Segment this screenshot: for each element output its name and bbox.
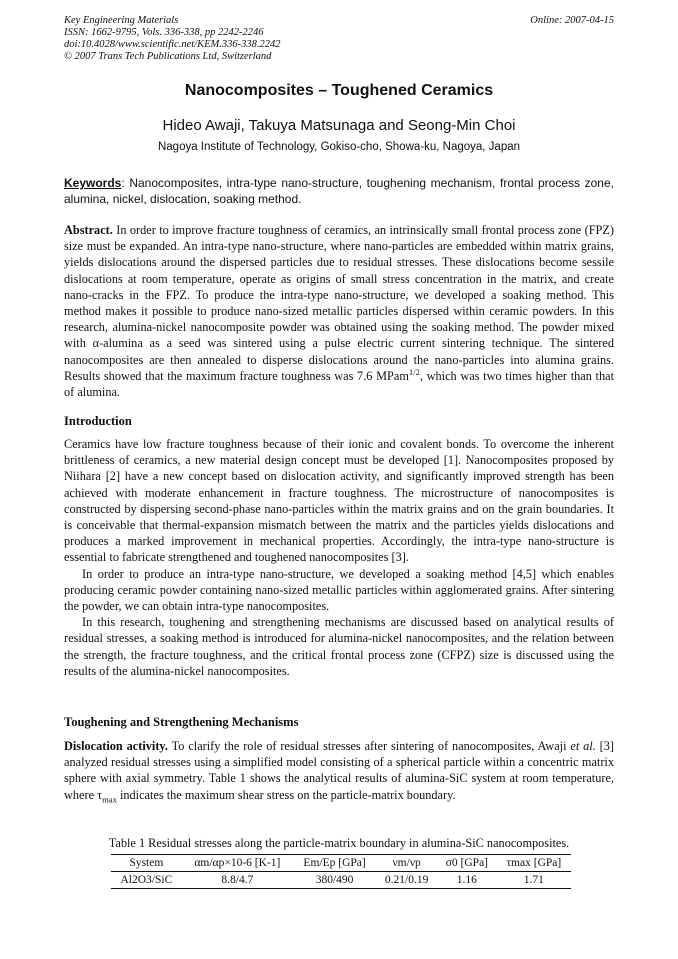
col-poisson: νm/νp bbox=[392, 857, 421, 869]
journal-name: Key Engineering Materials bbox=[64, 15, 179, 26]
abstract-text: In order to improve fracture toughness of ceramics, an intrinsically small frontal process zone (FPZ) size must be expanded. An intra-type nano-structure, where nano-particles are embedded within matrix grains, yields dislocations around the dispersed particles due to residual stresses. These dislocations become sessile dislocations at room temperature, operate as origins of small stress concentration in the matrix, and create nano-cracks in the FPZ. To produce the intra-type nano-structure, we developed a soaking method. This method makes it possible to produce nano-sized metallic particles dispersed within ceramic powders. In this research, alumina-nickel nanocomposite powder was obtained using the soaking method. The powder mixed with α-alumina as a seed was sintered using a pulse electric current sintering technique. The sintered nanocomposites are then annealed to disperse dislocations around the nano-particles into alumina grains. Results showed that the maximum fracture toughness was 7.6 MPam bbox=[64, 223, 614, 383]
journal-header bbox=[64, 15, 614, 63]
mechanisms-text-3: indicates the maximum shear stress on the particle-matrix boundary. bbox=[116, 787, 456, 802]
keywords-text: Nanocomposites, intra-type nano-structure, toughening mechanism, frontal process zone, alumina, nickel, dislocation, soaking method. bbox=[64, 176, 614, 206]
mechanisms-body bbox=[64, 738, 614, 803]
abstract-tail: , which was two times higher than that of alumina. bbox=[64, 368, 614, 400]
copyright-line: © 2007 Trans Tech Publications Ltd, Switzerland bbox=[64, 51, 272, 62]
affiliation: Nagoya Institute of Technology, Gokiso-cho, Showa-ku, Nagoya, Japan bbox=[157, 141, 521, 153]
intro-paragraph-3: In this research, toughening and strengthening mechanisms are discussed based on analytical results of residual stresses, a soaking method is introduced for alumina-nickel nanocomposites, and the relation between the strength, the fracture toughness, and the critical frontal process zone (CFPZ) size is discussed using the results of the alumina-nickel nanocomposites. bbox=[64, 615, 614, 678]
paper-title: Nanocomposites – Toughened Ceramics bbox=[184, 82, 494, 99]
cell-system: Al2O3/SiC bbox=[120, 874, 173, 886]
cell-sigma: 1.16 bbox=[456, 874, 477, 886]
etal: et al. bbox=[570, 739, 596, 753]
col-sigma: σ0 [GPa] bbox=[445, 857, 489, 869]
abstract bbox=[64, 222, 614, 400]
cell-modulus: 380/490 bbox=[315, 874, 354, 886]
intro-paragraph-1: Ceramics have low fracture toughness because of their ionic and covalent bonds. To overcome the inherent brittleness of ceramics, a new material design concept must be developed [1]. Nanocomposites proposed by Niihara [2] have a new concept based on dislocation activity, and significantly improved strength has been achieved with moderate enhancement in fracture toughness. The microstructure of nanocomposites is constructed by dispersing second-phase nano-particles within the matrix grains and on the grain boundaries. It is conceivable that thermal-expansion mismatch between the matrix and the particles yields dislocations and produces a marked improvement in mechanical properties. Accordingly, the intra-type nano-structure is essential to fabricate strengthened and toughened nanocomposites [3]. bbox=[64, 437, 614, 565]
keywords-block: Keywords: Nanocomposites, intra-type nano-structure, toughening mechanism, frontal process zone, alumina, nickel, dislocation, soaking method. bbox=[64, 176, 614, 206]
abstract-label: Abstract. bbox=[64, 223, 113, 237]
online-date: Online: 2007-04-15 bbox=[530, 15, 614, 26]
abstract-exponent: 1/2 bbox=[408, 366, 420, 377]
col-tau: τmax [GPa] bbox=[506, 857, 562, 869]
cell-alpha: 8.8/4.7 bbox=[221, 874, 254, 886]
issn-line: ISSN: 1662-9795, Vols. 336-338, pp 2242-2246 bbox=[64, 27, 264, 38]
author-list: Hideo Awaji, Takuya Matsunaga and Seong-Min Choi bbox=[162, 117, 516, 134]
mechanisms-heading: Toughening and Strengthening Mechanisms bbox=[64, 715, 299, 729]
doi-line: doi:10.4028/www.scientific.net/KEM.336-338.2242 bbox=[64, 39, 281, 50]
introduction-heading: Introduction bbox=[64, 414, 132, 428]
col-alpha: αm/αp×10-6 [K-1] bbox=[194, 857, 281, 869]
introduction-body bbox=[64, 436, 614, 679]
table-row bbox=[111, 872, 571, 889]
residual-stress-table bbox=[111, 854, 571, 889]
table-header-row bbox=[111, 855, 571, 872]
tau-subscript: max bbox=[102, 794, 117, 805]
cell-tau: 1.71 bbox=[523, 874, 544, 886]
cell-poisson: 0.21/0.19 bbox=[384, 874, 429, 886]
intro-paragraph-2: In order to produce an intra-type nano-structure, we developed a soaking method [4,5] which enables producing ceramic powder containing nano-sized metallic particles within agglomerated grains. After sintering the powder, we can obtain intra-type nanocomposites. bbox=[64, 566, 614, 614]
mechanisms-text-1: To clarify the role of residual stresses after sintering of nanocomposites, Awaji bbox=[171, 739, 567, 753]
table-caption: Table 1 Residual stresses along the particle-matrix boundary in alumina-SiC nanocomposites. bbox=[108, 836, 570, 850]
col-system: System bbox=[129, 857, 164, 869]
col-modulus: Em/Ep [GPa] bbox=[303, 857, 366, 869]
keywords-label: Keywords bbox=[64, 176, 122, 190]
dislocation-label: Dislocation activity. bbox=[64, 739, 168, 753]
mechanisms-text-2: [3] analyzed residual stresses using a simplified model consisting of a spherical particle within a concentric matrix sphere with axial symmetry. Table 1 shows the analytical results of alumina-SiC system at room temperature, where τ bbox=[64, 739, 615, 802]
